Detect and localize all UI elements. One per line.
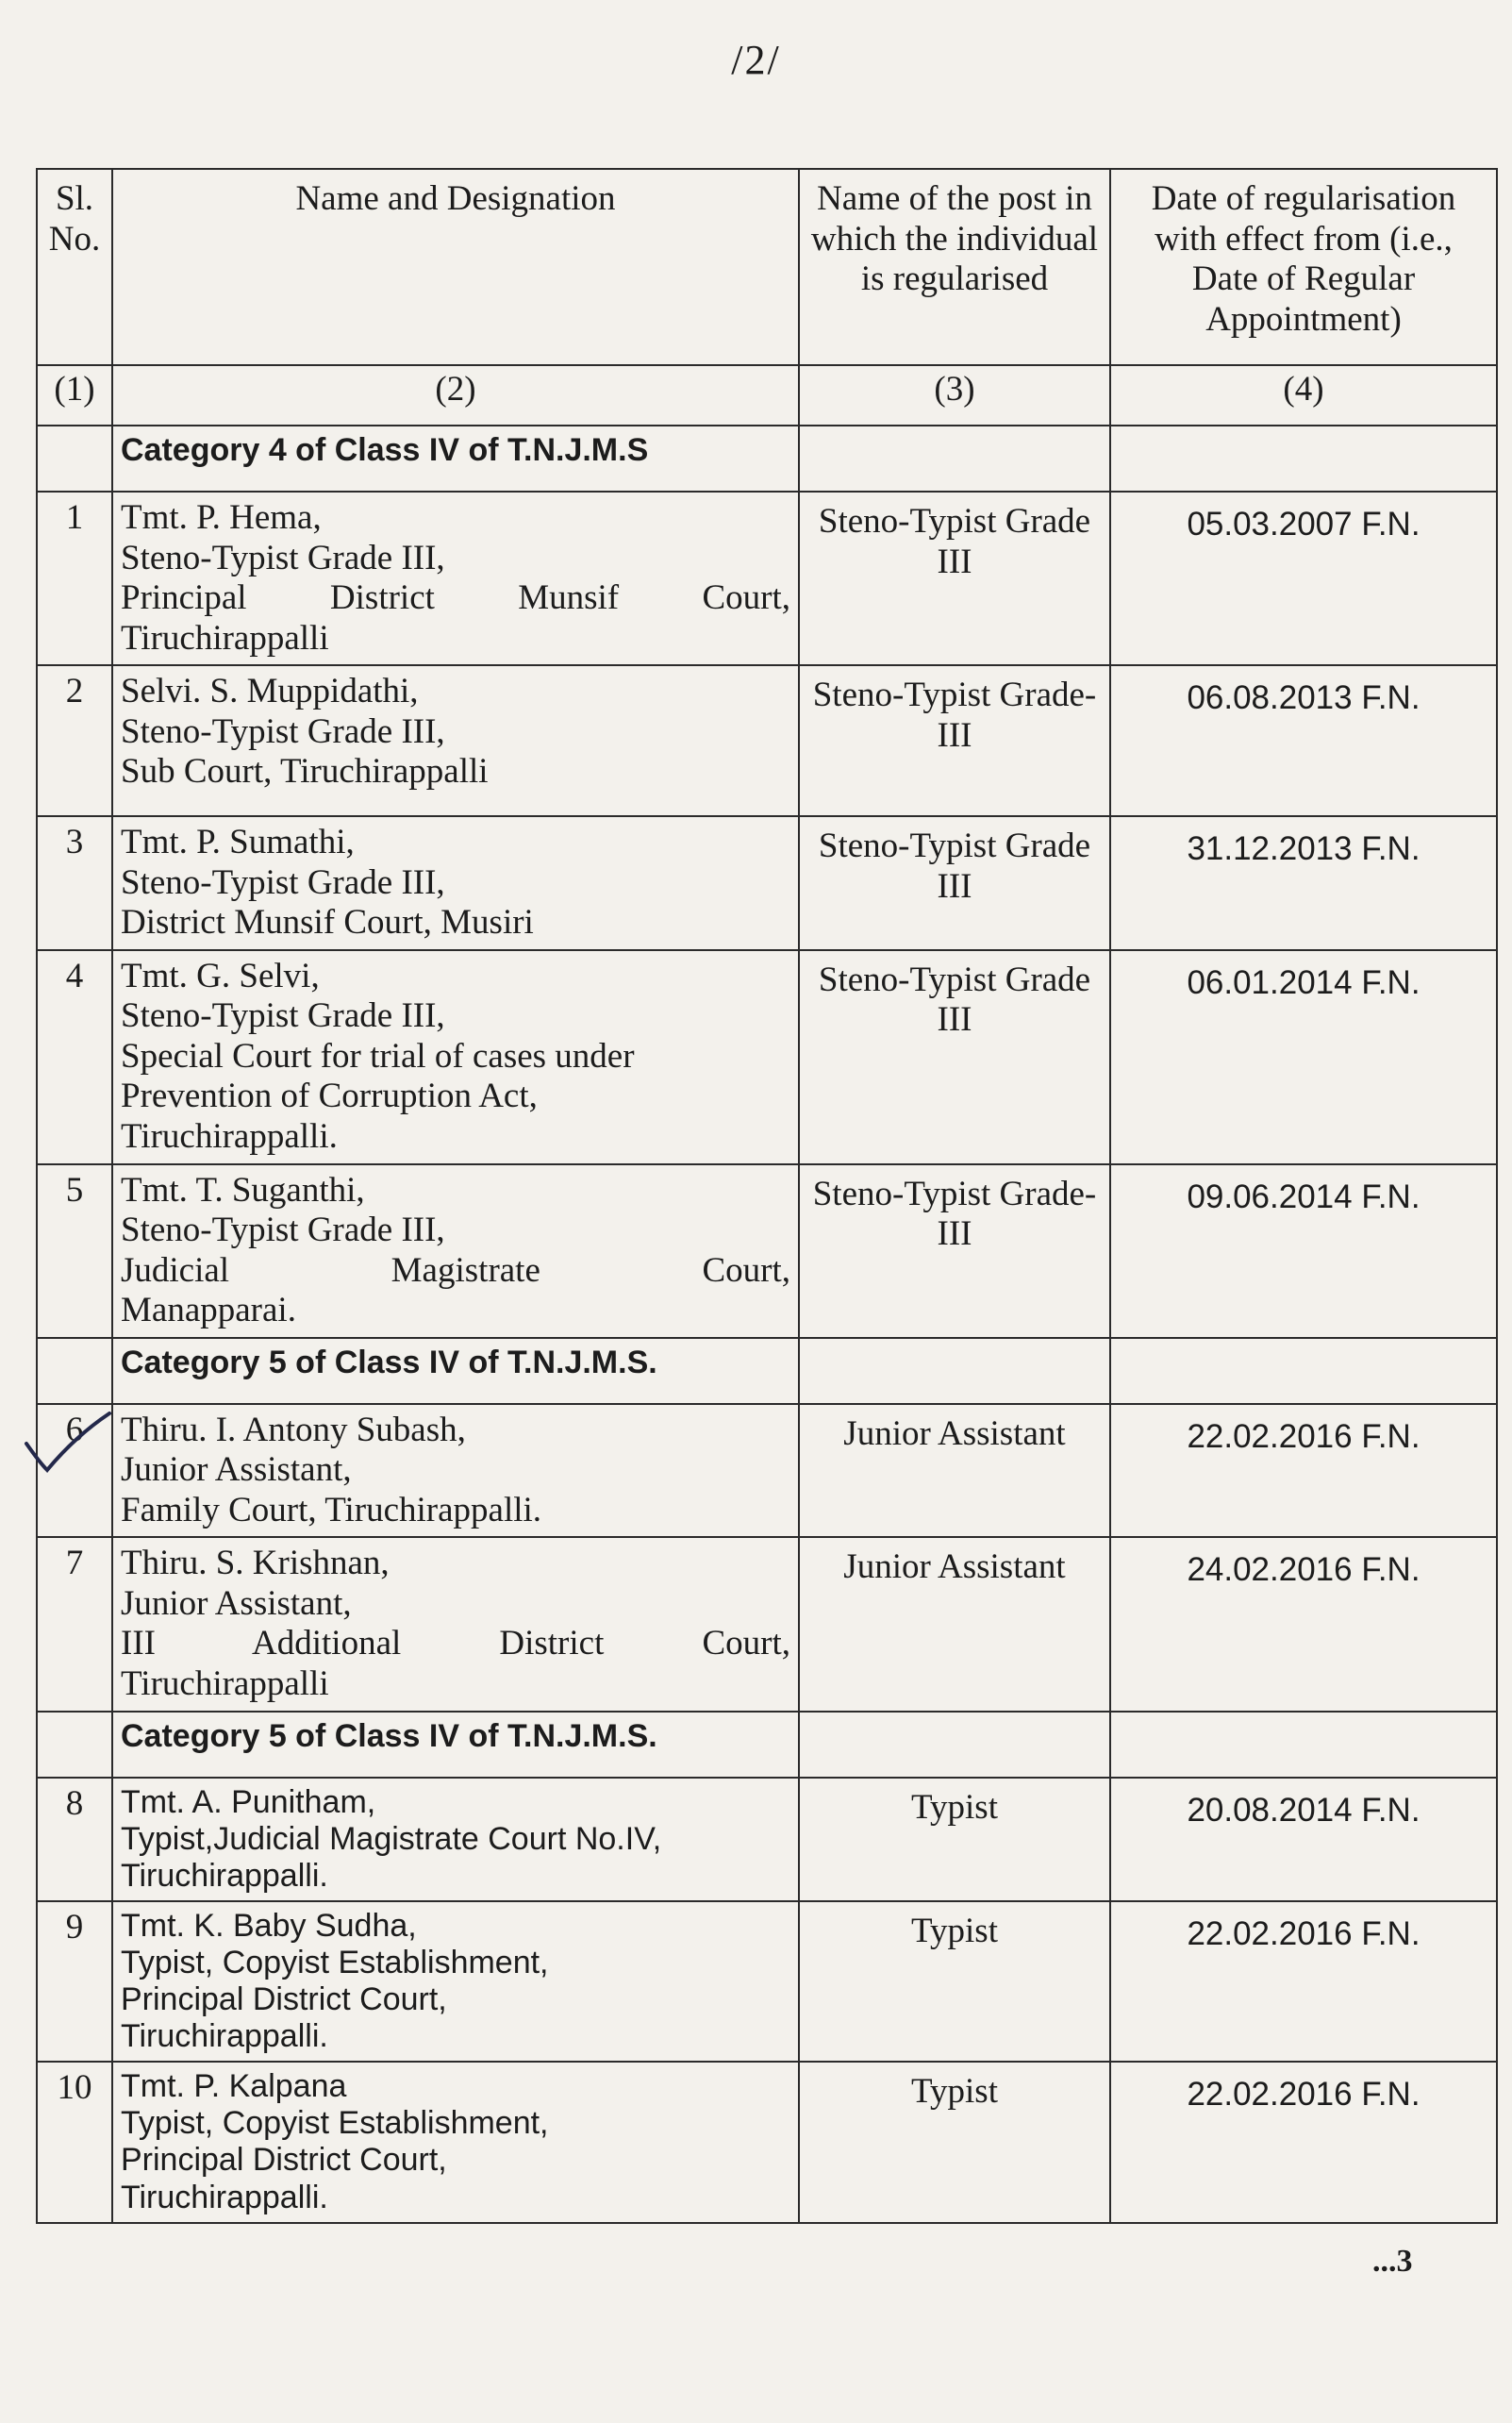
category-row: [37, 1712, 1497, 1778]
sl-no: 1: [37, 492, 112, 665]
column-number-row: [37, 365, 1497, 426]
name-designation: Tmt. G. Selvi, Steno-Typist Grade III, Special Court for trial of cases under Prevention of Corruption Act, Tiruchirappalli.: [112, 950, 799, 1164]
name-designation: Tmt. P. Kalpana Typist, Copyist Establishment, Principal District Court, Tiruchirappalli.: [112, 2062, 799, 2222]
header-name-designation: Name and Designation: [112, 169, 799, 365]
table-row: [37, 950, 1497, 1164]
table-row: [37, 1404, 1497, 1538]
sl-no: 9: [37, 1901, 112, 2062]
name-designation: Thiru. S. Krishnan, Junior Assistant, III Additional District Court, Tiruchirappalli: [112, 1537, 799, 1711]
sl-no: 4: [37, 950, 112, 1164]
regularisation-date: 24.02.2016 F.N.: [1110, 1537, 1497, 1711]
sl-no: 2: [37, 665, 112, 816]
category-row: [37, 426, 1497, 492]
name-designation: Tmt. P. Hema, Steno-Typist Grade III, Principal District Munsif Court, Tiruchirappalli: [112, 492, 799, 665]
column-number: (1): [37, 365, 112, 426]
column-number: (2): [112, 365, 799, 426]
regularisation-date: 06.08.2013 F.N.: [1110, 665, 1497, 816]
post-name: Junior Assistant: [799, 1404, 1110, 1538]
name-designation: Selvi. S. Muppidathi, Steno-Typist Grade III, Sub Court, Tiruchirappalli: [112, 665, 799, 816]
name-designation: Tmt. A. Punitham, Typist,Judicial Magistrate Court No.IV, Tiruchirappalli.: [112, 1778, 799, 1901]
category-row: [37, 1338, 1497, 1404]
table-row: [37, 665, 1497, 816]
table-row: [37, 1778, 1497, 1901]
post-name: Typist: [799, 2062, 1110, 2222]
regularisation-date: 06.01.2014 F.N.: [1110, 950, 1497, 1164]
post-name: Junior Assistant: [799, 1537, 1110, 1711]
regularisation-date: 22.02.2016 F.N.: [1110, 1901, 1497, 2062]
post-name: Typist: [799, 1901, 1110, 2062]
sl-no: 7: [37, 1537, 112, 1711]
sl-no: 5: [37, 1164, 112, 1338]
name-designation: Tmt. K. Baby Sudha, Typist, Copyist Establishment, Principal District Court, Tiruchirappalli.: [112, 1901, 799, 2062]
post-name: Steno-Typist Grade-III: [799, 665, 1110, 816]
regularisation-date: 09.06.2014 F.N.: [1110, 1164, 1497, 1338]
regularisation-date: 22.02.2016 F.N.: [1110, 1404, 1497, 1538]
regularisation-date: 22.02.2016 F.N.: [1110, 2062, 1497, 2222]
handwritten-tick-mark: [19, 1408, 113, 1474]
table-row: [37, 492, 1497, 665]
name-designation: Thiru. I. Antony Subash, Junior Assistant, Family Court, Tiruchirappalli.: [112, 1404, 799, 1538]
sl-no: 3: [37, 816, 112, 950]
page-number: /2/: [731, 37, 781, 83]
header-sl-no: Sl. No.: [37, 169, 112, 365]
regularisation-date: 05.03.2007 F.N.: [1110, 492, 1497, 665]
table-row: [37, 2062, 1497, 2222]
regularisation-date: 20.08.2014 F.N.: [1110, 1778, 1497, 1901]
name-designation: Tmt. T. Suganthi, Steno-Typist Grade III, Judicial Magistrate Court, Manapparai.: [112, 1164, 799, 1338]
regularisation-date: 31.12.2013 F.N.: [1110, 816, 1497, 950]
regularisation-table: [36, 168, 1498, 2224]
table-row: [37, 1164, 1497, 1338]
post-name: Steno-Typist Grade-III: [799, 1164, 1110, 1338]
post-name: Steno-Typist Grade III: [799, 492, 1110, 665]
column-number: (3): [799, 365, 1110, 426]
table-row: [37, 816, 1497, 950]
post-name: Typist: [799, 1778, 1110, 1901]
category-label: Category 5 of Class IV of T.N.J.M.S.: [112, 1712, 799, 1778]
next-page-marker: ...3: [1372, 2244, 1413, 2279]
post-name: Steno-Typist Grade III: [799, 816, 1110, 950]
category-label: Category 4 of Class IV of T.N.J.M.S: [112, 426, 799, 492]
post-name: Steno-Typist Grade III: [799, 950, 1110, 1164]
sl-no: 8: [37, 1778, 112, 1901]
category-label: Category 5 of Class IV of T.N.J.M.S.: [112, 1338, 799, 1404]
name-designation: Tmt. P. Sumathi, Steno-Typist Grade III, District Munsif Court, Musiri: [112, 816, 799, 950]
sl-no: 10: [37, 2062, 112, 2222]
sl-no: 6: [37, 1404, 112, 1538]
table-header-row: [37, 169, 1497, 365]
header-date: Date of regularisation with effect from (i.e., Date of Regular Appointment): [1110, 169, 1497, 365]
column-number: (4): [1110, 365, 1497, 426]
table-row: [37, 1537, 1497, 1711]
header-post: Name of the post in which the individual is regularised: [799, 169, 1110, 365]
table-row: [37, 1901, 1497, 2062]
